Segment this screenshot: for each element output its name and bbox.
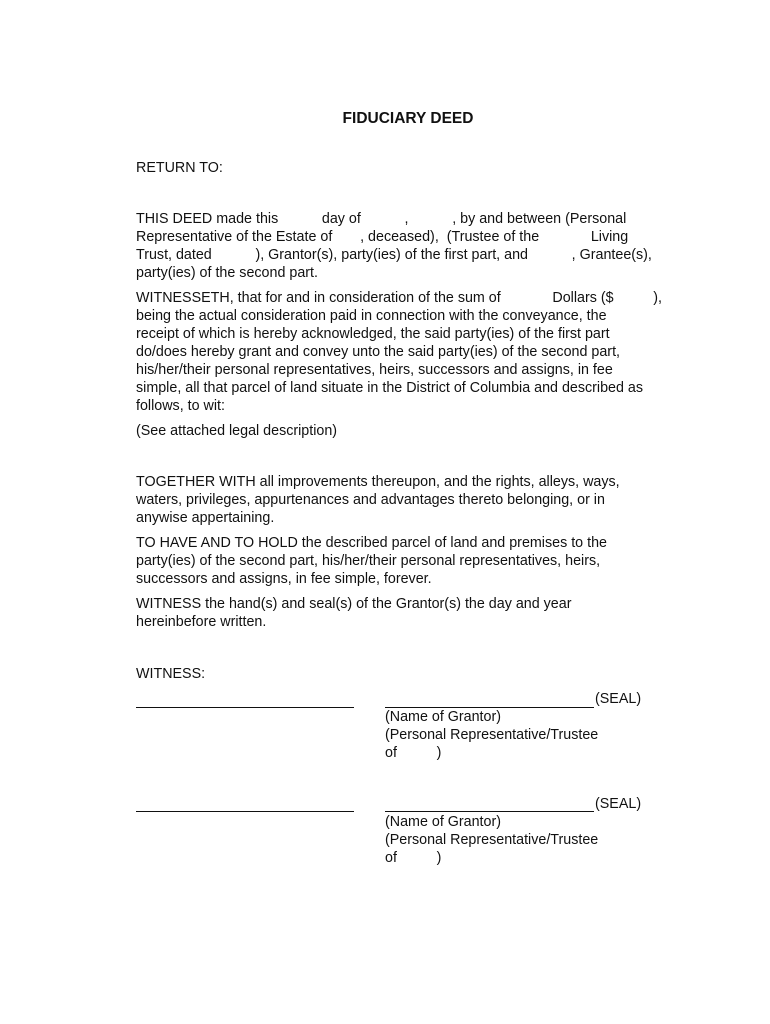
deed-paragraph-line: Representative of the Estate of , deceased), (Trustee of the Living [136, 229, 629, 245]
seal-label: (SEAL) [595, 691, 642, 707]
witnesseth-paragraph-line: receipt of which is hereby acknowledged, the said party(ies) of the first part [136, 326, 610, 342]
witnesseth-paragraph-line: his/her/their personal representatives, heirs, successors and assigns, in fee [136, 362, 613, 378]
grantor-role-caption: (Personal Representative/Trustee [385, 727, 599, 743]
together-paragraph-line: waters, privileges, appurtenances and advantages thereto belonging, or in [136, 492, 605, 508]
witnesseth-paragraph-line: do/does hereby grant and convey unto the said party(ies) of the second part, [136, 344, 621, 360]
grantor-signature-line [385, 811, 594, 812]
deed-paragraph-line: Trust, dated ), Grantor(s), party(ies) of the first part, and , Grantee(s), [136, 247, 652, 263]
witnesseth-paragraph-line: follows, to wit: [136, 398, 225, 414]
to-have-paragraph-line: TO HAVE AND TO HOLD the described parcel of land and premises to the [136, 535, 607, 551]
witnesseth-paragraph-line: being the actual consideration paid in connection with the conveyance, the [136, 308, 607, 324]
legal-description-note: (See attached legal description) [136, 423, 338, 439]
grantor-name-caption: (Name of Grantor) [385, 814, 501, 830]
witness-paragraph-line: WITNESS the hand(s) and seal(s) of the Grantor(s) the day and year [136, 596, 572, 612]
grantor-name-caption: (Name of Grantor) [385, 709, 501, 725]
witnesseth-paragraph-line: WITNESSETH, that for and in consideration of the sum of Dollars ($ ), [136, 290, 662, 306]
together-paragraph-line: TOGETHER WITH all improvements thereupon, and the rights, alleys, ways, [136, 474, 620, 490]
document-title: FIDUCIARY DEED [342, 110, 474, 127]
grantor-of-caption: of ) [385, 850, 442, 866]
grantor-of-caption: of ) [385, 745, 442, 761]
to-have-paragraph-line: party(ies) of the second part, his/her/their personal representatives, heirs, [136, 553, 601, 569]
deed-paragraph-line: party(ies) of the second part. [136, 265, 318, 281]
witness-signature-line [136, 811, 354, 812]
seal-label: (SEAL) [595, 796, 642, 812]
witnesseth-paragraph-line: simple, all that parcel of land situate in the District of Columbia and described as [136, 380, 644, 396]
witness-paragraph-line: hereinbefore written. [136, 614, 267, 630]
together-paragraph-line: anywise appertaining. [136, 510, 275, 526]
witness-label: WITNESS: [136, 666, 206, 682]
witness-signature-line [136, 707, 354, 708]
return-to-label: RETURN TO: [136, 160, 223, 176]
deed-paragraph-line: THIS DEED made this day of , , by and between (Personal [136, 211, 627, 227]
to-have-paragraph-line: successors and assigns, in fee simple, forever. [136, 571, 432, 587]
grantor-role-caption: (Personal Representative/Trustee [385, 832, 599, 848]
